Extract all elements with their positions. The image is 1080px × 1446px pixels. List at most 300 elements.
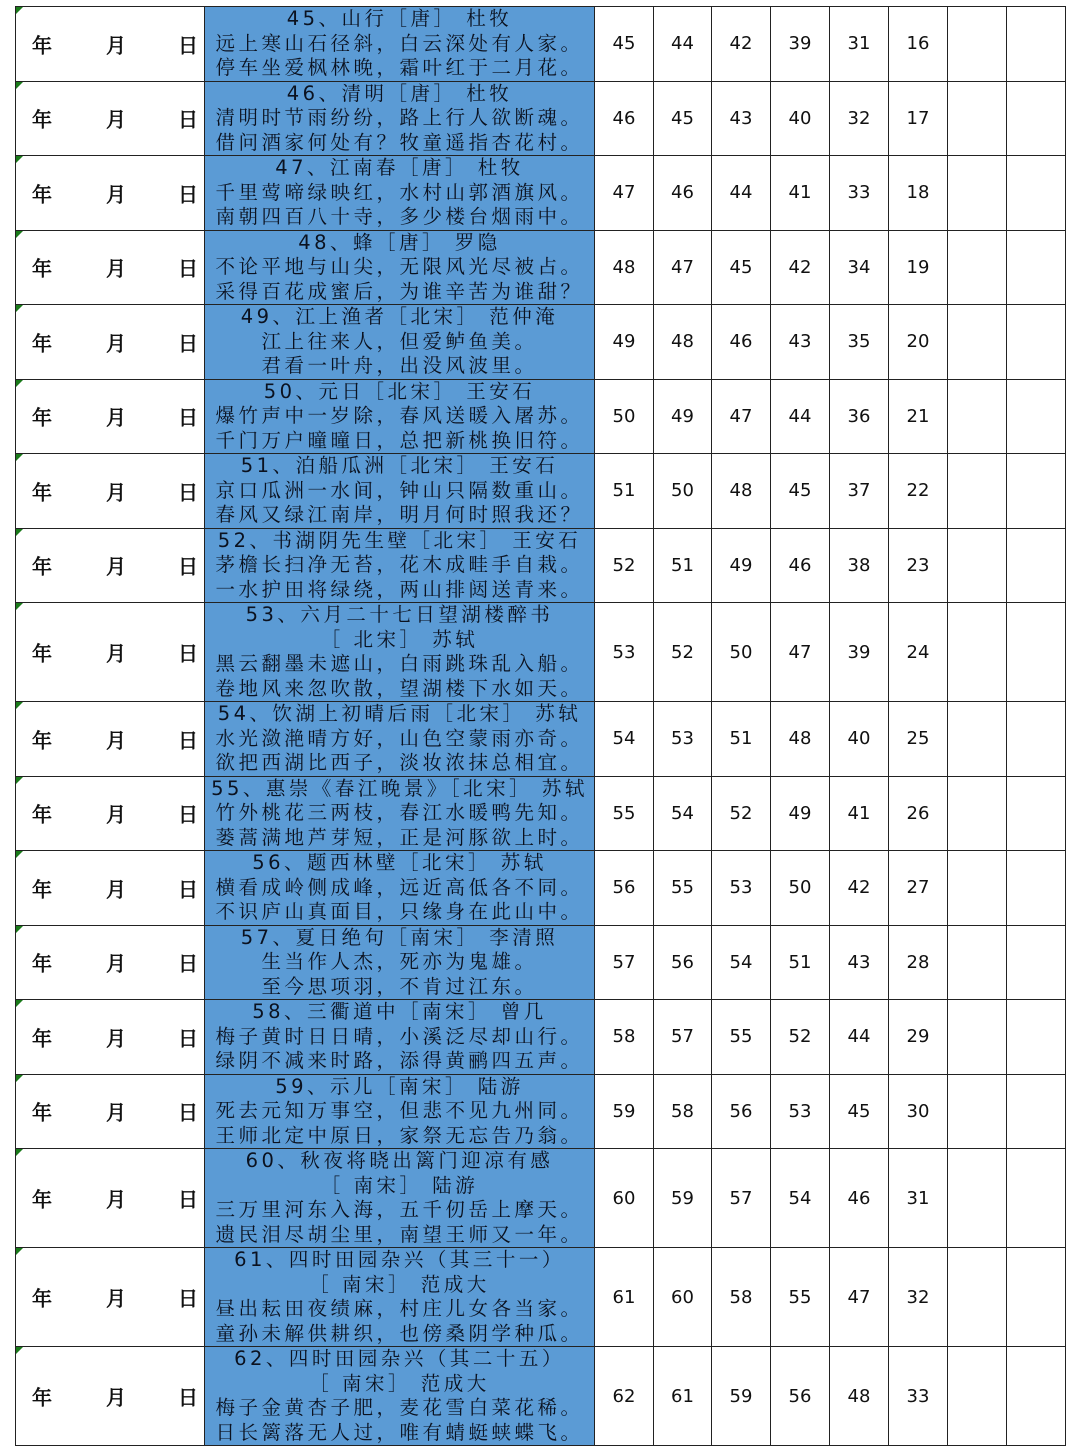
review-day-cell[interactable]: 48 [595,230,654,305]
year-label: 年 [32,728,52,753]
day-label: 日 [178,802,198,827]
date-cell[interactable] [16,230,205,305]
poem-cell[interactable] [205,379,595,454]
poem-cell[interactable] [205,702,595,777]
poem-line: ［ 南宋］ 范成大 [309,1272,490,1296]
poem-title: 58、三衢道中［南宋］ 曾几 [252,1000,547,1023]
month-label: 月 [106,877,126,902]
review-day-cell[interactable]: 51 [654,528,712,603]
review-day-cell[interactable]: 56 [712,1074,771,1149]
poem-cell[interactable] [205,454,595,529]
poem-line: 远上寒山石径斜，白云深处有人家。 [215,31,584,55]
review-day-cell[interactable]: 35 [830,305,889,380]
empty-cell[interactable] [1007,776,1066,851]
review-day-cell[interactable]: 56 [595,851,654,926]
empty-cell[interactable] [948,1000,1007,1075]
poem-line: 蒌蒿满地芦芽短，正是河豚欲上时。 [215,825,584,849]
review-day-cell[interactable]: 46 [654,156,712,231]
date-cell[interactable] [16,1000,205,1075]
review-day-cell[interactable]: 40 [771,81,830,156]
cell-comment-marker-icon [16,7,23,14]
date-cell[interactable] [16,851,205,926]
year-label: 年 [32,182,52,207]
day-label: 日 [178,256,198,281]
review-day-cell[interactable]: 44 [771,379,830,454]
cell-comment-marker-icon [16,603,23,610]
review-day-cell[interactable]: 25 [889,702,948,777]
review-day-cell[interactable]: 60 [595,1149,654,1248]
cell-comment-marker-icon [16,851,23,858]
empty-cell[interactable] [1007,379,1066,454]
poem-line: 梅子黄时日日晴，小溪泛尽却山行。 [215,1024,584,1048]
empty-cell[interactable] [1007,7,1066,82]
empty-cell[interactable] [1007,305,1066,380]
review-day-cell[interactable]: 39 [771,7,830,82]
review-day-cell[interactable]: 16 [889,7,948,82]
empty-cell[interactable] [948,528,1007,603]
poem-cell[interactable] [205,851,595,926]
review-day-cell[interactable]: 51 [771,925,830,1000]
review-day-cell[interactable]: 47 [771,603,830,702]
review-day-cell[interactable]: 32 [830,81,889,156]
review-day-cell[interactable]: 30 [889,1074,948,1149]
year-label: 年 [32,405,52,430]
cell-comment-marker-icon [16,1248,23,1255]
review-day-cell[interactable]: 55 [771,1248,830,1347]
cell-comment-marker-icon [16,156,23,163]
table-row [16,1000,1066,1075]
review-day-cell[interactable]: 21 [889,379,948,454]
poem-cell[interactable] [205,7,595,82]
poem-line: 春风又绿江南岸，明月何时照我还？ [215,503,584,526]
poem-line: 借问酒家何处有？牧童遥指杏花村。 [215,130,584,154]
date-cell[interactable] [16,81,205,156]
table-row [16,379,1066,454]
review-day-cell[interactable]: 60 [654,1248,712,1347]
review-day-cell[interactable]: 45 [712,230,771,305]
review-day-cell[interactable]: 43 [771,305,830,380]
poem-line: 君看一叶舟，出没风波里。 [261,354,538,377]
poem-cell[interactable] [205,528,595,603]
review-day-cell[interactable]: 46 [595,81,654,156]
empty-cell[interactable] [1007,454,1066,529]
empty-cell[interactable] [1007,1074,1066,1149]
day-label: 日 [178,554,198,579]
review-day-cell[interactable]: 31 [830,7,889,82]
day-label: 日 [178,1286,198,1311]
year-label: 年 [32,641,52,666]
table-row [16,925,1066,1000]
review-day-cell[interactable]: 53 [771,1074,830,1149]
empty-cell[interactable] [1007,851,1066,926]
poem-cell[interactable] [205,1347,595,1446]
poem-line: 昼出耘田夜绩麻，村庄儿女各当家。 [215,1297,584,1320]
review-day-cell[interactable]: 17 [889,81,948,156]
table-row [16,454,1066,529]
review-day-cell[interactable]: 44 [654,7,712,82]
year-label: 年 [32,802,52,827]
table-row [16,230,1066,305]
date-cell[interactable] [16,1074,205,1149]
empty-cell[interactable] [948,81,1007,156]
poem-title: 55、惠崇《春江晚景》［北宋］ 苏轼 [211,776,588,800]
poem-line: 水光潋滟晴方好，山色空蒙雨亦奇。 [215,726,584,750]
review-day-cell[interactable]: 41 [830,776,889,851]
month-label: 月 [106,554,126,579]
day-label: 日 [178,951,198,976]
poem-line: 清明时节雨纷纷，路上行人欲断魂。 [215,106,584,129]
review-day-cell[interactable]: 53 [712,851,771,926]
review-day-cell[interactable]: 31 [889,1149,948,1248]
month-label: 月 [106,182,126,207]
review-day-cell[interactable]: 38 [830,528,889,603]
cell-comment-marker-icon [16,82,23,89]
year-label: 年 [32,951,52,976]
cell-comment-marker-icon [16,926,23,933]
review-day-cell[interactable]: 58 [654,1074,712,1149]
date-cell[interactable] [16,603,205,702]
month-label: 月 [106,1286,126,1311]
review-day-cell[interactable]: 46 [771,528,830,603]
review-day-cell[interactable]: 42 [712,7,771,82]
empty-cell[interactable] [948,7,1007,82]
review-day-cell[interactable]: 41 [771,156,830,231]
year-label: 年 [32,1026,52,1051]
review-day-cell[interactable]: 22 [889,454,948,529]
review-day-cell[interactable]: 48 [654,305,712,380]
month-label: 月 [106,331,126,356]
empty-cell[interactable] [1007,230,1066,305]
review-day-cell[interactable]: 45 [654,81,712,156]
poem-title: 48、蜂［唐］ 罗隐 [298,230,501,254]
review-day-cell[interactable]: 59 [654,1149,712,1248]
review-day-cell[interactable]: 18 [889,156,948,231]
poem-title: 57、夏日绝句［南宋］ 李清照 [240,925,559,949]
poem-line: 一水护田将绿绕，两山排闼送青来。 [215,577,584,601]
table-row [16,305,1066,380]
review-day-cell[interactable]: 58 [595,1000,654,1075]
date-cell[interactable] [16,156,205,231]
month-label: 月 [106,1100,126,1125]
review-day-cell[interactable]: 24 [889,603,948,702]
empty-cell[interactable] [1007,156,1066,231]
review-day-cell[interactable]: 49 [654,379,712,454]
poem-cell[interactable] [205,156,595,231]
day-label: 日 [178,1100,198,1125]
date-cell[interactable] [16,925,205,1000]
review-day-cell[interactable]: 54 [771,1149,830,1248]
review-day-cell[interactable]: 59 [595,1074,654,1149]
review-day-cell[interactable]: 49 [595,305,654,380]
cell-comment-marker-icon [16,777,23,784]
month-label: 月 [106,951,126,976]
poem-line: 采得百花成蜜后，为谁辛苦为谁甜？ [215,279,584,303]
review-day-cell[interactable]: 49 [712,528,771,603]
review-day-cell[interactable]: 50 [654,454,712,529]
review-day-cell[interactable]: 43 [712,81,771,156]
poem-line: ［ 北宋］ 苏轼 [320,627,479,651]
poem-line: 童孙未解供耕织，也傍桑阴学种瓜。 [215,1321,584,1345]
month-label: 月 [106,256,126,281]
empty-cell[interactable] [948,702,1007,777]
review-day-cell[interactable]: 50 [771,851,830,926]
poem-line: 日长篱落无人过，唯有蜻蜓蛱蝶飞。 [215,1420,584,1444]
poem-title: 53、六月二十七日望湖楼醉书 [245,603,554,626]
poem-cell[interactable] [205,1000,595,1075]
poem-cell[interactable] [205,230,595,305]
review-day-cell[interactable]: 55 [654,851,712,926]
day-label: 日 [178,480,198,505]
poem-title: 59、示儿［南宋］ 陆游 [275,1074,524,1098]
poem-line: 京口瓜洲一水间，钟山只隔数重山。 [215,478,584,502]
review-day-cell[interactable]: 33 [889,1347,948,1446]
day-label: 日 [178,1187,198,1212]
review-day-cell[interactable]: 52 [771,1000,830,1075]
month-label: 月 [106,1385,126,1410]
month-label: 月 [106,1187,126,1212]
table-row [16,1074,1066,1149]
review-day-cell[interactable]: 56 [771,1347,830,1446]
date-cell[interactable] [16,1248,205,1347]
empty-cell[interactable] [948,851,1007,926]
poem-cell[interactable] [205,305,595,380]
table-row [16,7,1066,82]
poem-line: 绿阴不减来时路，添得黄鹂四五声。 [215,1049,584,1072]
empty-cell[interactable] [1007,603,1066,702]
date-cell[interactable] [16,776,205,851]
review-day-cell[interactable]: 47 [595,156,654,231]
empty-cell[interactable] [948,1347,1007,1446]
poem-line: 千里莺啼绿映红，水村山郭酒旗风。 [215,180,584,204]
poem-line: 停车坐爱枫林晚，霜叶红于二月花。 [215,56,584,79]
day-label: 日 [178,33,198,58]
cell-comment-marker-icon [16,1149,23,1156]
review-day-cell[interactable]: 61 [654,1347,712,1446]
cell-comment-marker-icon [16,231,23,238]
year-label: 年 [32,1385,52,1410]
review-day-cell[interactable]: 32 [889,1248,948,1347]
review-day-cell[interactable]: 43 [830,925,889,1000]
cell-comment-marker-icon [16,529,23,536]
review-day-cell[interactable]: 45 [595,7,654,82]
review-day-cell[interactable]: 39 [830,603,889,702]
table-row [16,528,1066,603]
review-day-cell[interactable]: 37 [830,454,889,529]
poem-line: 死去元知万事空，但悲不见九州同。 [215,1099,584,1122]
table-row [16,776,1066,851]
date-cell[interactable] [16,1347,205,1446]
date-cell[interactable] [16,454,205,529]
poem-line: 江上往来人，但爱鲈鱼美。 [261,329,538,353]
review-day-cell[interactable]: 20 [889,305,948,380]
review-day-cell[interactable]: 50 [712,603,771,702]
poem-line: ［ 南宋］ 范成大 [309,1371,490,1395]
review-day-cell[interactable]: 53 [654,702,712,777]
review-day-cell[interactable]: 59 [712,1347,771,1446]
review-day-cell[interactable]: 28 [889,925,948,1000]
empty-cell[interactable] [1007,1248,1066,1347]
day-label: 日 [178,1385,198,1410]
review-day-cell[interactable]: 29 [889,1000,948,1075]
poem-cell[interactable] [205,1248,595,1347]
review-day-cell[interactable]: 45 [771,454,830,529]
poem-line: 横看成岭侧成峰，远近高低各不同。 [215,875,584,899]
review-day-cell[interactable]: 51 [712,702,771,777]
poem-title: 52、书湖阴先生壁［北宋］ 王安石 [217,528,582,552]
year-label: 年 [32,1100,52,1125]
table-row [16,702,1066,777]
review-day-cell[interactable]: 34 [830,230,889,305]
date-cell[interactable] [16,702,205,777]
poem-cell[interactable] [205,776,595,851]
year-label: 年 [32,877,52,902]
review-day-cell[interactable]: 52 [712,776,771,851]
date-cell[interactable] [16,528,205,603]
day-label: 日 [178,331,198,356]
year-label: 年 [32,107,52,132]
empty-cell[interactable] [1007,528,1066,603]
review-day-cell[interactable]: 50 [595,379,654,454]
date-cell[interactable] [16,1149,205,1248]
review-day-cell[interactable]: 55 [712,1000,771,1075]
review-day-cell[interactable]: 56 [654,925,712,1000]
review-day-cell[interactable]: 48 [830,1347,889,1446]
review-day-cell[interactable]: 26 [889,776,948,851]
date-cell[interactable] [16,379,205,454]
empty-cell[interactable] [948,230,1007,305]
review-day-cell[interactable]: 57 [712,1149,771,1248]
poem-title: 54、饮湖上初晴后雨［北宋］ 苏轼 [217,702,582,725]
empty-cell[interactable] [948,1248,1007,1347]
review-day-cell[interactable]: 47 [712,379,771,454]
poem-line: 卷地风来忽吹散，望湖楼下水如天。 [215,676,584,700]
table-row [16,1149,1066,1248]
empty-cell[interactable] [948,925,1007,1000]
empty-cell[interactable] [948,156,1007,231]
review-day-cell[interactable]: 48 [712,454,771,529]
cell-comment-marker-icon [16,454,23,461]
empty-cell[interactable] [948,603,1007,702]
schedule-table [15,6,1066,1446]
cell-comment-marker-icon [16,1075,23,1082]
review-day-cell[interactable]: 46 [830,1149,889,1248]
table-row [16,156,1066,231]
review-day-cell[interactable]: 44 [712,156,771,231]
poem-cell[interactable] [205,1074,595,1149]
review-day-cell[interactable]: 45 [830,1074,889,1149]
review-day-cell[interactable]: 47 [830,1248,889,1347]
month-label: 月 [106,1026,126,1051]
empty-cell[interactable] [1007,925,1066,1000]
review-day-cell[interactable]: 46 [712,305,771,380]
poem-line: 不论平地与山尖，无限风光尽被占。 [215,255,584,278]
day-label: 日 [178,1026,198,1051]
poem-line: 南朝四百八十寺，多少楼台烟雨中。 [215,205,584,228]
empty-cell[interactable] [948,1149,1007,1248]
review-day-cell[interactable]: 42 [771,230,830,305]
empty-cell[interactable] [1007,1149,1066,1248]
month-label: 月 [106,405,126,430]
date-cell[interactable] [16,305,205,380]
cell-comment-marker-icon [16,1347,23,1354]
review-day-cell[interactable]: 52 [595,528,654,603]
poem-line: 茅檐长扫净无苔，花木成畦手自栽。 [215,553,584,576]
poem-title: 56、题西林壁［北宋］ 苏轼 [252,851,547,874]
poem-cell[interactable] [205,603,595,702]
review-day-cell[interactable]: 27 [889,851,948,926]
review-day-cell[interactable]: 23 [889,528,948,603]
review-day-cell[interactable]: 19 [889,230,948,305]
empty-cell[interactable] [948,305,1007,380]
month-label: 月 [106,802,126,827]
month-label: 月 [106,728,126,753]
table-row [16,81,1066,156]
month-label: 月 [106,480,126,505]
empty-cell[interactable] [1007,1000,1066,1075]
empty-cell[interactable] [1007,702,1066,777]
cell-comment-marker-icon [16,1000,23,1007]
poem-cell[interactable] [205,925,595,1000]
empty-cell[interactable] [948,454,1007,529]
poem-line: 三万里河东入海，五千仞岳上摩天。 [215,1198,584,1221]
review-day-cell[interactable]: 47 [654,230,712,305]
cell-comment-marker-icon [16,380,23,387]
review-day-cell[interactable]: 53 [595,603,654,702]
day-label: 日 [178,182,198,207]
year-label: 年 [32,554,52,579]
review-day-cell[interactable]: 44 [830,1000,889,1075]
review-day-cell[interactable]: 40 [830,702,889,777]
table-row [16,1347,1066,1446]
review-day-cell[interactable]: 48 [771,702,830,777]
review-day-cell[interactable]: 57 [654,1000,712,1075]
poem-title: 46、清明［唐］ 杜牧 [286,81,513,105]
month-label: 月 [106,641,126,666]
cell-comment-marker-icon [16,702,23,709]
review-day-cell[interactable]: 54 [712,925,771,1000]
poem-cell[interactable] [205,1149,595,1248]
review-day-cell[interactable]: 33 [830,156,889,231]
review-day-cell[interactable]: 54 [595,702,654,777]
review-day-cell[interactable]: 57 [595,925,654,1000]
poem-title: 60、秋夜将晓出篱门迎凉有感 [245,1149,554,1172]
empty-cell[interactable] [948,776,1007,851]
poem-title: 62、四时田园杂兴（其二十五） [234,1347,565,1370]
empty-cell[interactable] [1007,1347,1066,1446]
table-row [16,603,1066,702]
review-day-cell[interactable]: 62 [595,1347,654,1446]
review-day-cell[interactable]: 54 [654,776,712,851]
review-day-cell[interactable]: 52 [654,603,712,702]
review-day-cell[interactable]: 51 [595,454,654,529]
review-day-cell[interactable]: 55 [595,776,654,851]
review-day-cell[interactable]: 36 [830,379,889,454]
empty-cell[interactable] [1007,81,1066,156]
review-day-cell[interactable]: 49 [771,776,830,851]
year-label: 年 [32,480,52,505]
empty-cell[interactable] [948,1074,1007,1149]
poem-line: 欲把西湖比西子，淡妆浓抹总相宜。 [215,751,584,774]
review-day-cell[interactable]: 61 [595,1248,654,1347]
empty-cell[interactable] [948,379,1007,454]
review-day-cell[interactable]: 42 [830,851,889,926]
review-day-cell[interactable]: 58 [712,1248,771,1347]
poem-line: 王师北定中原日，家祭无忘告乃翁。 [215,1123,584,1147]
poem-cell[interactable] [205,81,595,156]
year-label: 年 [32,33,52,58]
date-cell[interactable] [16,7,205,82]
day-label: 日 [178,728,198,753]
